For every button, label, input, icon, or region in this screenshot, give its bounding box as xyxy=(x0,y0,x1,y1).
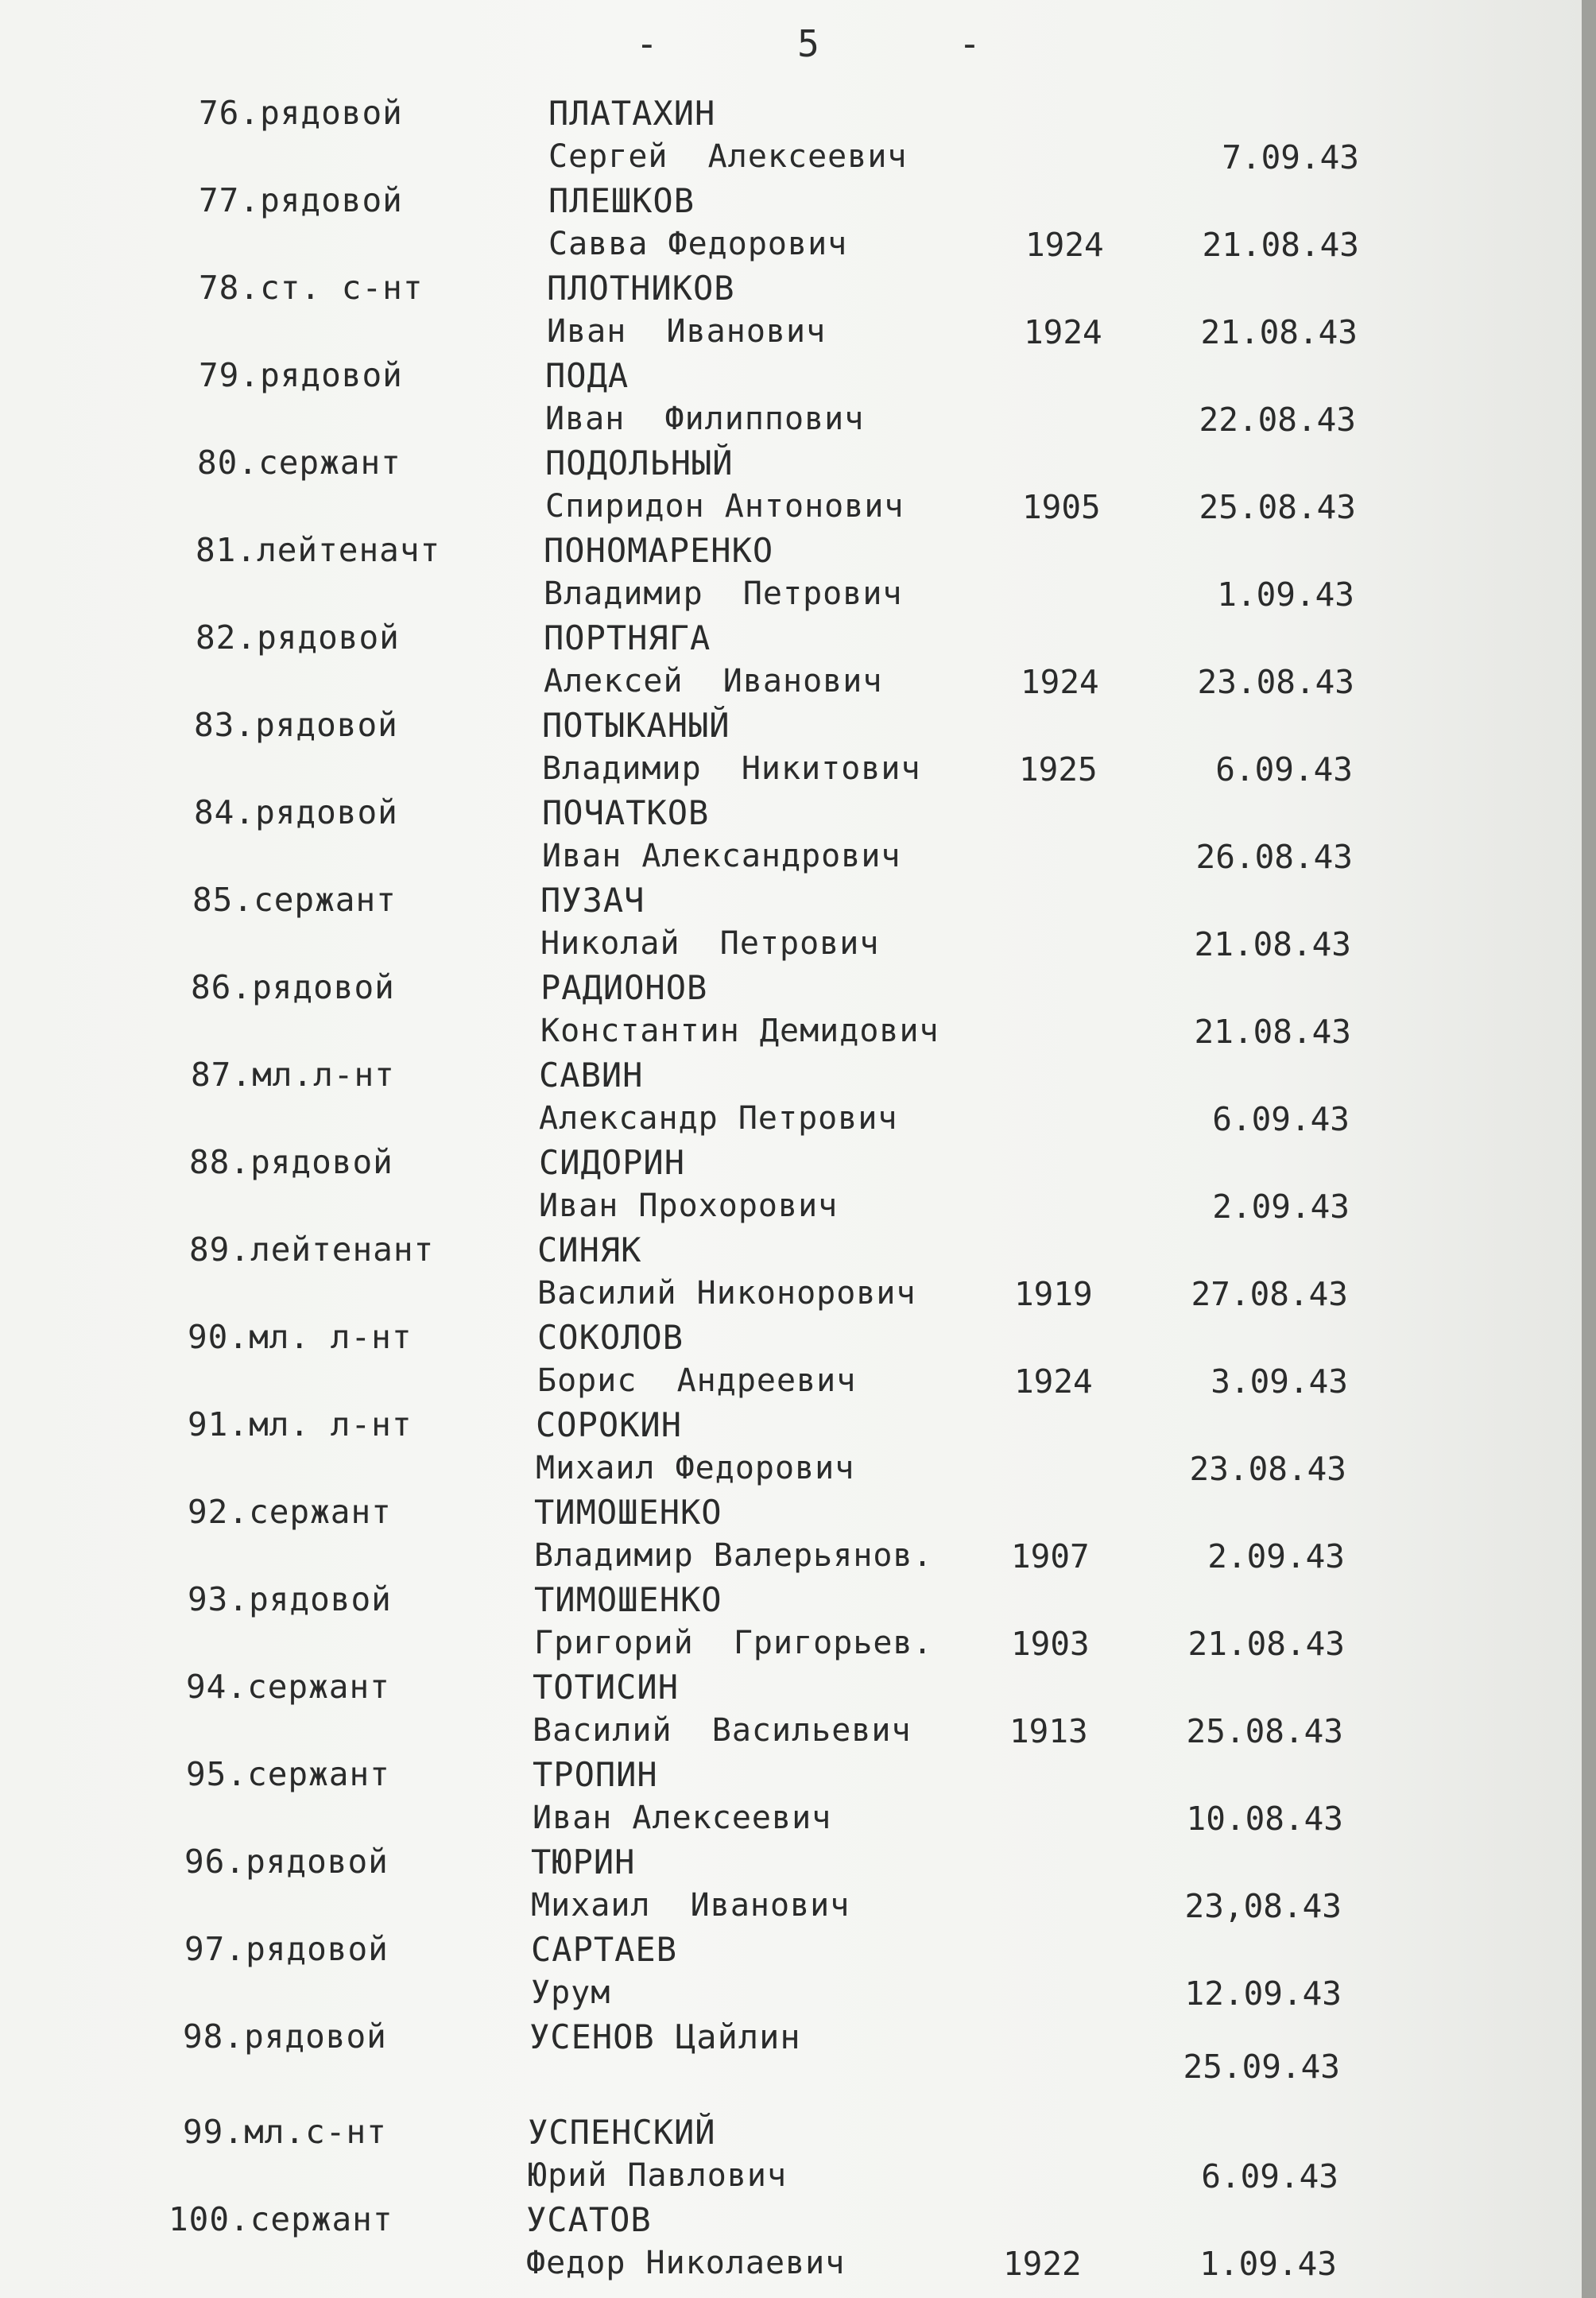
entry-number: 86. xyxy=(191,968,253,1006)
entry-number: 89. xyxy=(189,1230,251,1269)
entry-number: 76. xyxy=(199,94,261,132)
given-names: Алексей Иванович xyxy=(544,663,883,699)
surname: УСПЕНСКИЙ xyxy=(528,2113,716,2152)
date: 23,08.43 xyxy=(1184,1887,1342,1925)
given-names: Иван Алексеевич xyxy=(533,1800,832,1836)
entry-number: 87. xyxy=(191,1056,253,1094)
birth-year: 1907 xyxy=(1011,1537,1090,1575)
surname: ПЛАТАХИН xyxy=(548,94,716,133)
surname: ПОНОМАРЕНКО xyxy=(544,531,774,570)
rank: ст. с-нт xyxy=(260,269,424,307)
birth-year: 1924 xyxy=(1025,226,1104,264)
entry-number: 93. xyxy=(188,1580,250,1618)
date: 25.09.43 xyxy=(1183,2048,1340,2086)
list-item xyxy=(0,1755,1582,1841)
given-names: Григорий Григорьев. xyxy=(534,1625,933,1661)
date: 12.09.43 xyxy=(1184,1974,1342,2013)
birth-year: 1903 xyxy=(1011,1625,1090,1663)
surname: ПОЧАТКОВ xyxy=(542,793,710,832)
rank: рядовой xyxy=(246,1930,389,1968)
rank: сержант xyxy=(249,1493,392,1531)
list-item xyxy=(0,94,1582,180)
entry-number: 78. xyxy=(199,269,261,307)
rank: лейтеначт xyxy=(257,531,441,569)
given-names: Василий Васильевич xyxy=(533,1712,912,1749)
rank: рядовой xyxy=(260,94,403,132)
list-item xyxy=(0,269,1582,355)
entry-number: 95. xyxy=(186,1755,248,1793)
date: 10.08.43 xyxy=(1186,1800,1343,1838)
given-names: Константин Демидович xyxy=(540,1013,939,1049)
date: 3.09.43 xyxy=(1211,1362,1348,1401)
list-item xyxy=(0,1143,1582,1229)
date: 6.09.43 xyxy=(1212,1100,1350,1138)
given-names: Василий Никонорович xyxy=(537,1275,916,1312)
list-item xyxy=(0,181,1582,267)
surname: СОРОКИН xyxy=(536,1405,683,1444)
date: 25.08.43 xyxy=(1186,1712,1343,1750)
list-item xyxy=(0,356,1582,442)
given-names: Михаил Иванович xyxy=(531,1887,850,1924)
rank: лейтенант xyxy=(250,1230,435,1269)
date: 1.09.43 xyxy=(1199,2245,1337,2283)
date: 21.08.43 xyxy=(1194,925,1351,963)
date: 23.08.43 xyxy=(1189,1450,1346,1488)
surname: ПЛОТНИКОВ xyxy=(547,269,735,308)
rank: сержант xyxy=(254,881,397,919)
surname: РАДИОНОВ xyxy=(540,968,708,1007)
rank: сержант xyxy=(247,1755,390,1793)
list-item xyxy=(0,618,1582,704)
rank: рядовой xyxy=(244,2017,387,2056)
list-item xyxy=(0,1843,1582,1928)
list-item xyxy=(0,1493,1582,1579)
rank: мл. л-нт xyxy=(249,1318,413,1356)
birth-year: 1925 xyxy=(1019,750,1098,789)
entry-number: 84. xyxy=(194,793,256,831)
given-names: Сергей Алексеевич xyxy=(548,138,908,175)
list-item xyxy=(0,1580,1582,1666)
given-names: Иван Прохорович xyxy=(539,1188,839,1224)
list-item xyxy=(0,1930,1582,2016)
entry-number: 80. xyxy=(197,444,259,482)
birth-year: 1922 xyxy=(1003,2245,1082,2283)
rank: сержант xyxy=(258,444,401,482)
list-item xyxy=(0,2200,1582,2286)
list-item xyxy=(0,1056,1582,1141)
given-names: Федор Николаевич xyxy=(526,2245,846,2281)
birth-year: 1924 xyxy=(1024,313,1102,351)
given-names: Иван Филиппович xyxy=(545,401,865,437)
list-item xyxy=(0,881,1582,967)
date: 22.08.43 xyxy=(1199,401,1356,439)
surname: САВИН xyxy=(539,1056,644,1095)
date: 26.08.43 xyxy=(1195,838,1353,876)
entry-number: 92. xyxy=(188,1493,250,1531)
surname: САРТАЕВ xyxy=(531,1930,678,1969)
list-item xyxy=(0,444,1582,529)
rank: рядовой xyxy=(260,181,403,219)
given-names: Савва Федорович xyxy=(548,226,848,262)
list-item xyxy=(0,968,1582,1054)
rank: мл.л-нт xyxy=(252,1056,395,1094)
date: 6.09.43 xyxy=(1215,750,1353,789)
date: 1.09.43 xyxy=(1217,575,1354,614)
entry-number: 98. xyxy=(183,2017,245,2056)
surname: ПОДА xyxy=(545,356,629,395)
date: 7.09.43 xyxy=(1222,138,1359,176)
surname: СОКОЛОВ xyxy=(537,1318,684,1357)
list-item xyxy=(0,2113,1582,2199)
date: 2.09.43 xyxy=(1207,1537,1345,1575)
entry-number-rank xyxy=(199,356,707,394)
date: 6.09.43 xyxy=(1201,2157,1338,2195)
surname: СИНЯК xyxy=(537,1230,642,1269)
rank: мл. л-нт xyxy=(249,1405,413,1444)
rank: сержант xyxy=(250,2200,393,2238)
entry-number: 94. xyxy=(186,1668,248,1706)
surname: СИДОРИН xyxy=(539,1143,686,1182)
birth-year: 1924 xyxy=(1014,1362,1093,1401)
given-names: Иван Александрович xyxy=(542,838,901,874)
entry-number: 81. xyxy=(196,531,258,569)
page-number: - 5 - xyxy=(636,22,1013,65)
birth-year: 1913 xyxy=(1009,1712,1088,1750)
rank: рядовой xyxy=(246,1843,389,1881)
list-item xyxy=(0,1318,1582,1404)
list-item xyxy=(0,1405,1582,1491)
rank: рядовой xyxy=(257,618,400,657)
birth-year: 1919 xyxy=(1014,1275,1093,1313)
surname: ПУЗАЧ xyxy=(540,881,645,920)
entry-number: 85. xyxy=(192,881,254,919)
rank: мл.с-нт xyxy=(244,2113,387,2151)
rank: сержант xyxy=(247,1668,390,1706)
date: 27.08.43 xyxy=(1191,1275,1348,1313)
surname: ТИМОШЕНКО xyxy=(534,1580,722,1619)
rank: рядовой xyxy=(252,968,395,1006)
list-item xyxy=(0,1230,1582,1316)
entry-number: 88. xyxy=(189,1143,251,1181)
surname: ТЮРИН xyxy=(531,1843,636,1881)
entry-number: 83. xyxy=(194,706,256,744)
entry-number: 100. xyxy=(169,2200,250,2238)
given-names: Юрий Павлович xyxy=(528,2157,788,2194)
rank: рядовой xyxy=(260,356,403,394)
date: 21.08.43 xyxy=(1187,1625,1345,1663)
given-names: Александр Петрович xyxy=(539,1100,898,1137)
given-names: Иван Иванович xyxy=(547,313,827,350)
entry-number: 82. xyxy=(196,618,258,657)
given-names: Владимир Петрович xyxy=(544,575,903,612)
date: 23.08.43 xyxy=(1197,663,1354,701)
entry-number: 91. xyxy=(188,1405,250,1444)
surname: УСАТОВ xyxy=(526,2200,652,2239)
list-item xyxy=(0,1668,1582,1754)
given-names: Владимир Никитович xyxy=(542,750,921,787)
date: 21.08.43 xyxy=(1200,313,1358,351)
entry-number: 77. xyxy=(199,181,261,219)
surname: ТРОПИН xyxy=(533,1755,658,1794)
rank: рядовой xyxy=(249,1580,392,1618)
date: 25.08.43 xyxy=(1199,488,1356,526)
entry-number: 79. xyxy=(199,356,261,394)
rank: рядовой xyxy=(255,793,398,831)
surname: ПЛЕШКОВ xyxy=(548,181,695,220)
surname: ПОРТНЯГА xyxy=(544,618,711,657)
surname: ТОТИСИН xyxy=(533,1668,680,1707)
list-item xyxy=(0,706,1582,792)
page-edge xyxy=(1582,0,1596,2298)
given-names: Николай Петрович xyxy=(540,925,880,962)
birth-year: 1924 xyxy=(1021,663,1099,701)
entry-number: 97. xyxy=(184,1930,246,1968)
list-item xyxy=(0,2017,1582,2103)
given-names: Борис Андреевич xyxy=(537,1362,857,1399)
given-names: Спиридон Антонович xyxy=(545,488,905,525)
given-names: Урум xyxy=(531,1974,611,2011)
list-item xyxy=(0,531,1582,617)
birth-year: 1905 xyxy=(1022,488,1101,526)
entry-number: 96. xyxy=(184,1843,246,1881)
list-item xyxy=(0,793,1582,879)
surname: ПОТЫКАНЫЙ xyxy=(542,706,730,745)
surname: ТИМОШЕНКО xyxy=(534,1493,722,1532)
date: 2.09.43 xyxy=(1212,1188,1350,1226)
surname: ПОДОЛЬНЫЙ xyxy=(545,444,734,482)
date: 21.08.43 xyxy=(1202,226,1359,264)
surname: УСЕНОВ Цайлин xyxy=(529,2017,801,2056)
date: 21.08.43 xyxy=(1194,1013,1351,1051)
rank: рядовой xyxy=(255,706,398,744)
given-names: Михаил Федорович xyxy=(536,1450,855,1486)
entry-number: 90. xyxy=(188,1318,250,1356)
entry-number: 99. xyxy=(183,2113,245,2151)
given-names: Владимир Валерьянов. xyxy=(534,1537,933,1574)
rank: рядовой xyxy=(250,1143,393,1181)
